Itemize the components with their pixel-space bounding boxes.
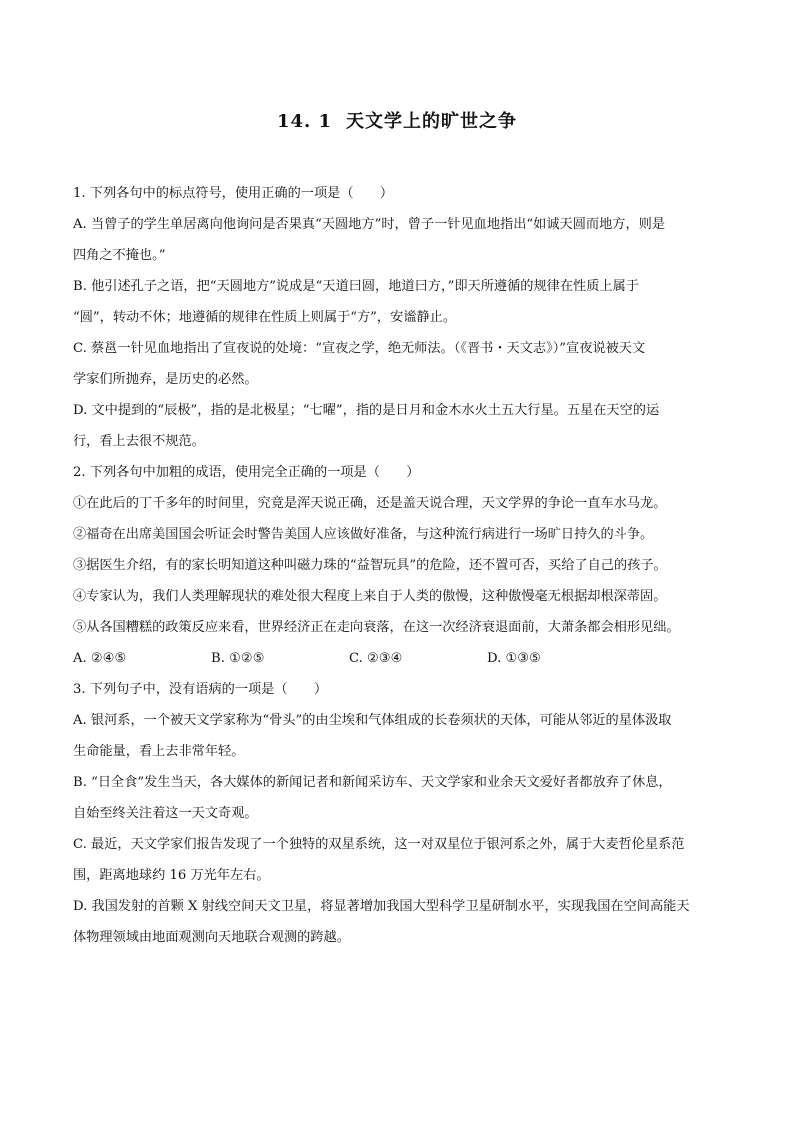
question-1-option-c-line-2: 学家们所抛弃，是历史的必然。 [73,372,258,387]
question-2-item-1: ①在此后的丁千多年的时间里，究竟是浑天说正确，还是盖天说合理，天文学界的争论一直车水马龙。 [73,496,667,511]
question-1-option-c-line-1: C. 蔡邕一针见血地指出了宣夜说的处境：“宣夜之学，绝无师法。（《晋书・天文志》）”宣夜说被天文 [73,341,646,356]
question-1-option-a-line-2: 四角之不掩也。” [73,248,166,263]
question-1-option-b-line-1: B. 他引述孔子之语，把“天圆地方”说成是“天道曰圆，地道曰方，”即天所遵循的规律在性质上属于 [73,279,639,294]
question-3-option-a-line-2: 生命能量，看上去非常年轻。 [73,744,245,759]
question-3-option-b-line-1: B. “日全食”发生当天，各大媒体的新闻记者和新闻采访车、天文学家和业余天文爱好者都放弃了休息， [73,775,672,790]
question-3-option-d-line-2: 体物理领域由地面观测向天地联合观测的跨越。 [73,930,350,945]
question-2-item-5: ⑤从各国糟糕的政策反应来看，世界经济正在走向衰落，在这一次经济衰退面前，大萧条都会相形见绌。 [73,620,680,635]
question-2-item-3: ③据医生介绍，有的家长明知道这种叫磁力珠的“益智玩具”的危险，还不置可否，买给了自己的孩子。 [73,558,667,573]
question-1-option-b-line-2: “圆”，转动不休；地遵循的规律在性质上则属于“方”，安谧静止。 [73,310,457,325]
question-3-option-d-line-1: D. 我国发射的首颗 X 射线空间天文卫星，将显著增加我国大型科学卫星研制水平，实现我国在空间高能天 [73,899,690,914]
lesson-title: 天文学上的旷世之争 [346,111,518,132]
question-2-item-2: ②福奇在出席美国国会听证会时警告美国人应该做好准备，与这种流行病进行一场旷日持久的斗争。 [73,527,654,542]
question-2-stem: 2. 下列各句中加粗的成语，使用完全正确的一项是（ ） [73,465,420,480]
question-1-option-d-line-2: 行，看上去很不规范。 [73,434,205,449]
question-2-options [73,643,723,674]
question-1-stem: 1. 下列各句中的标点符号，使用正确的一项是（ ） [73,186,394,201]
question-2-option-d: D. ①③⑤ [487,651,541,666]
question-1-option-d-line-1: D. 文中提到的“辰极”，指的是北极星；“七曜”，指的是日月和金木水火土五大行星。五星在天空的运 [73,403,660,418]
lesson-number: 14. 1 [276,111,333,132]
question-3-stem: 3. 下列句子中，没有语病的一项是（ ） [73,682,328,697]
question-list [73,178,723,953]
question-2-item-4: ④专家认为，我们人类理解现状的难处很大程度上来自于人类的傲慢，这种傲慢毫无根据却根深蒂固。 [73,589,667,604]
question-3-option-b-line-2: 自始至终关注着这一天文奇观。 [73,806,258,821]
question-2-option-b: B. ①②⑤ [211,651,265,666]
question-1-option-a-line-1: A. 当曾子的学生单居离向他询问是否果真“天圆地方”时，曾子一针见血地指出“如诚天圆而地方，则是 [73,217,666,232]
question-2-option-c: C. ②③④ [349,651,403,666]
page-title [0,108,794,136]
question-3-option-a-line-1: A. 银河系，一个被天文学家称为“骨头”的由尘埃和气体组成的长卷须状的天体，可能从邻近的星体汲取 [73,713,672,728]
question-3-option-c-line-2: 围，距离地球约 16 万光年左右。 [73,868,270,883]
question-3-option-c-line-1: C. 最近，天文学家们报告发现了一个独特的双星系统，这一对双星位于银河系之外，属于大麦哲伦星系范 [73,837,685,852]
question-2-option-a: A. ②④⑤ [73,651,127,666]
